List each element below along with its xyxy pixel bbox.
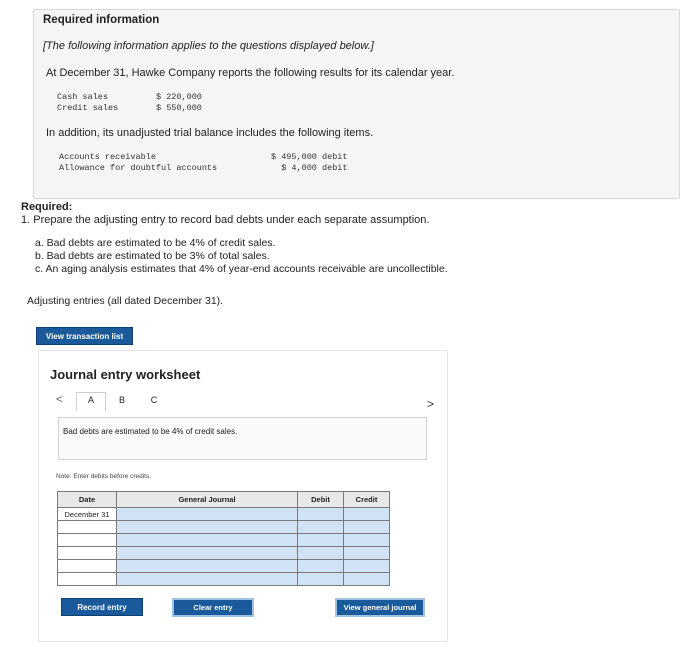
table-row	[58, 560, 390, 573]
debit-cell[interactable]	[298, 534, 344, 547]
journal-table	[57, 491, 390, 586]
table-row	[58, 534, 390, 547]
results-values: $ 220,000 $ 550,000	[156, 92, 202, 113]
account-cell[interactable]	[117, 573, 298, 586]
account-cell[interactable]	[117, 547, 298, 560]
worksheet-title: Journal entry worksheet	[50, 367, 201, 382]
assumption-b: b. Bad debts are estimated to be 3% of total sales.	[35, 250, 270, 262]
col-credit: Credit	[344, 492, 390, 508]
journal-header-row	[58, 492, 390, 508]
account-cell[interactable]	[117, 508, 298, 521]
trial-balance-values: $ 495,000 debit $ 4,000 debit	[271, 152, 348, 173]
account-cell[interactable]	[117, 560, 298, 573]
results-labels: Cash sales Credit sales	[57, 92, 119, 113]
panel-note: [The following information applies to the questions displayed below.]	[43, 40, 374, 52]
worksheet-note: Note: Enter debits before credits.	[56, 473, 152, 480]
table-row	[58, 547, 390, 560]
table-row	[58, 508, 390, 521]
col-debit: Debit	[298, 492, 344, 508]
col-date: Date	[58, 492, 117, 508]
panel-intro: At December 31, Hawke Company reports the following results for its calendar year.	[46, 67, 455, 79]
date-cell[interactable]	[58, 573, 117, 586]
date-cell[interactable]: December 31	[58, 508, 117, 521]
credit-cell[interactable]	[344, 560, 390, 573]
next-arrow-icon[interactable]: >	[427, 397, 435, 411]
date-cell[interactable]	[58, 521, 117, 534]
debit-cell[interactable]	[298, 573, 344, 586]
required-heading: Required:	[21, 201, 73, 213]
credit-cell[interactable]	[344, 534, 390, 547]
required-question: 1. Prepare the adjusting entry to record bad debts under each separate assumption.	[21, 214, 430, 226]
assumption-a: a. Bad debts are estimated to be 4% of credit sales.	[35, 237, 276, 249]
debit-cell[interactable]	[298, 508, 344, 521]
date-cell[interactable]	[58, 560, 117, 573]
trial-balance-labels: Accounts receivable Allowance for doubtful accounts	[59, 152, 218, 173]
tab-c[interactable]: C	[150, 395, 158, 405]
credit-cell[interactable]	[344, 508, 390, 521]
debit-cell[interactable]	[298, 560, 344, 573]
credit-cell[interactable]	[344, 547, 390, 560]
assumption-description: Bad debts are estimated to be 4% of credit sales.	[63, 427, 238, 436]
credit-cell[interactable]	[344, 521, 390, 534]
credit-cell[interactable]	[344, 573, 390, 586]
date-cell[interactable]	[58, 547, 117, 560]
assumption-description-box	[58, 417, 427, 460]
tab-a[interactable]: A	[76, 392, 106, 411]
debit-cell[interactable]	[298, 521, 344, 534]
table-row	[58, 521, 390, 534]
debit-cell[interactable]	[298, 547, 344, 560]
col-general-journal: General Journal	[117, 492, 298, 508]
trial-balance-intro: In addition, its unadjusted trial balance includes the following items.	[46, 127, 374, 139]
assumption-c: c. An aging analysis estimates that 4% of year-end accounts receivable are uncollectible.	[35, 263, 448, 275]
tab-b[interactable]: B	[118, 395, 125, 405]
view-transaction-list-button[interactable]: View transaction list	[36, 327, 133, 345]
prev-arrow-icon[interactable]: <	[56, 392, 64, 406]
view-general-journal-button[interactable]: View general journal	[335, 598, 425, 617]
clear-entry-button[interactable]: Clear entry	[172, 598, 254, 617]
table-row	[58, 573, 390, 586]
account-cell[interactable]	[117, 534, 298, 547]
adjusting-entries-label: Adjusting entries (all dated December 31).	[27, 295, 224, 307]
date-cell[interactable]	[58, 534, 117, 547]
record-entry-button[interactable]: Record entry	[61, 598, 143, 616]
account-cell[interactable]	[117, 521, 298, 534]
panel-title: Required information	[43, 14, 160, 26]
